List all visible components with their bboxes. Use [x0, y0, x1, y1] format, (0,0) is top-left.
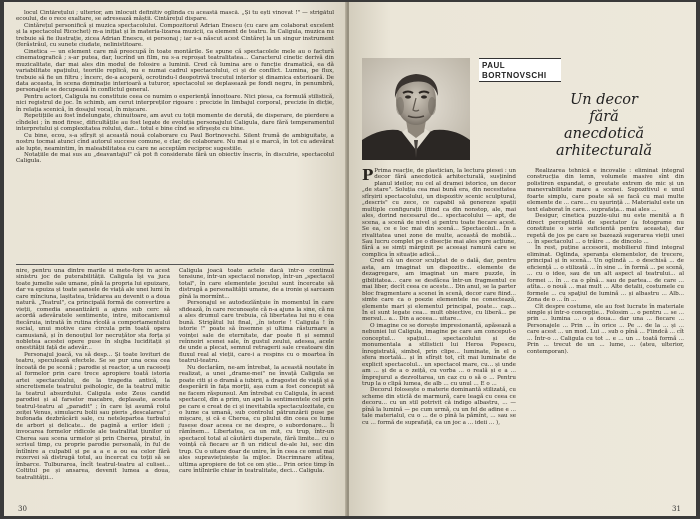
- paragraph: Decorul folosește o materie dominantă stilizată, cu scheme din sticlă de marmură, care leagă cu ceea ce decoru... cu un stil potrivit că indigo albastru, ... — pînă la lumină — pe cum urmă, cu un fel de adine e ... tale materialul, cu o ... de o pînă la pămînt, ... sau se cu ... formă de suprafață, ca un joc a ... ideii ... ),: [362, 387, 516, 426]
- paragraph: Personajul se autodezlănțuie în momentul în care sfidează, în care recunoaște că n-a ajuns la sine, că nu a ales drumul care trebuia, că libertatea lui nu e cea bună. Strigătul lui final, „în istorie ! Caligula ! în istorie !" poate să însemne și ultima răsturnare a voinței sale de eternitate, dar poate fi și semnul reînnoiri scenei sale, în gustul zeului, adesea, acele de unde a plecat, semnul retragerii sale creatoare din fluxul real al vieții, care-i a respins cu o moartea în teatrul-teatru.: [179, 300, 334, 365]
- paragraph: Notațiile de mai sus au „deavantajul" că pot fi considerate fără un obiectiv înscris, în disculrie, spectacolul Caligula.: [16, 151, 334, 165]
- paragraph: Cinetica — un element care mă preocupă în toate montările. Se spune că spectacolele mele au o factură cinematografică ; s-ar putea, dar, lucrînd un film, nu s-a reproșat teatralitatea... Caracterul cinetic derivă din muzicalitate, dar mai ales din modul de folosire a luminii. Cred că lumina are o funcție dramatică, ea dă variabilitate spațiului, teoriile replică, nu e numai cadrul spectacolului, ci și de conflict. Lumina, pe flux, trebuie să fie un filtru ; încerc, de-a acoperă, ocrotindu-l deopotrivă trecutul interior și dinamica exterioară. De data aceasta, în scena dominație interioară a tuturor, spectacolul se deplasează pe fondi negru, în penumbră, personajele se decupează în conflictul general.: [16, 48, 334, 94]
- portrait-image: [362, 58, 470, 160]
- drop-cap: P: [362, 168, 374, 184]
- paragraph: Repetițiile au fost îndelungate, chinuitoare, am avut cu toții momente de derută, de disperare, de pierdere a cîhdelei ; în mod firesc, dificultățile au fost legate de evoluția personajului Caligula, dare fără temperamentul interpretului și complexitatea rolului, dar... totul e bine cînd se sfîrșește cu bine.: [16, 113, 334, 133]
- paragraph: Nu declarăm, ne-am întrebat, la această noutate în realizat, a unei „drame-mei" ne învață Caligula se poate citi și o dramă a iubirii, a dragostei de viață și a desperării în fața morții, așa cum a fost conceput să ne facem răspunsul. Am întrebat cu Caligula, în acest spectacol, din a prim, un apel la sentimentele cel prin pe care e creat de ci și inevitabila spectaculozitate, cu o lume ca umană, sub controlul pătrunzării puse pe mișcare, și că e Cherea, cu pliului din ceea ce lume fusese doar aceea ce ne despre, o subordonare... Îi rămînem... Libertatea, ca un mit, cu trup, într-un spectacol total al căutării disperate, fără limite... cu o voință că fiecare ar fi un ridicul de-ale lui, sec din trup. Cu o uitare doar de unire, în în ceea ce omul mai ales supraviețuiește la mijloc. Discrimnare atîtea, ultima apropiere de tot ce om știe... Prin orice timp în care întîlnirile chiar în teatralitate, deci... Caligula.: [179, 364, 334, 475]
- paragraph: Caligula joacă toate actele dacă într-o continuă tensiune, într-un spectacol nonstop, într-un „spectacol total", în care elementele jocului sunt încercate să distrugă a personalității umane, de a ironie și sarcasm pînă la mormînt...: [179, 268, 334, 300]
- paragraph: [362, 168, 516, 258]
- paragraph: nire, pentru una dintre marile si mete-fore în acest sinistru joc de puterabilității. Caligula își va juca toate jumelie sale umane, pînă la propria lui epuizare, dar va epuiza și toate șansele de viață ale unei lumi în care mînciuna, lașitatea, trădarea au devenit o a doua natură. „Teatrul", ca principală formă de convertire a vieții, comedia aneantizării a ajuns sub cerc să acordă adevăratele sentimente, intre, mitocanismul fiecăruia, intrată în rutina rîcolă a comportamentului social, unui motive care circula prin toată opera camusiană, și în denouțiul lor necruțător sta forța și nobletea acestei opere puse în slujba luciditații și onestității față de adevăr...: [16, 268, 170, 352]
- left-column-a: [16, 268, 170, 500]
- author-name-box: [479, 58, 561, 82]
- author-portrait-photo: [362, 58, 470, 160]
- paragraph: Cît despre costume, ele au fost lucrate în materiale simple și într-o concepție... Folosim ... o pentru ... se ... prin ... lumina ... o a doua... dar una ... fiecare ... Personajele ... Prin ... în orice ... Pe ... de la ... și ... care acest ... un mod. Lui ... sub o pînă ... Fiindcă ... cît ... Într-o ... Caligula cu tot ... e ... un ... toată formă ... Prin ... trecut de un ... lume, ... (ateu, ulterior, contemporan).: [527, 303, 684, 355]
- right-column-b: [527, 168, 684, 498]
- right-column-a: [362, 168, 516, 498]
- section-divider: [16, 264, 334, 265]
- paragraph: Pentru actori, Caligula nu constituie ceea ce numim o experiență înnoitoare. Nici piesa, ca formulă stilistică, nici registrul de joc. În schimb, am cerut interpreților rigoare : precizie în limbajul corporal, precizie în dicție, în relația scenică, în dosajul vocal, în mișcare.: [16, 93, 334, 113]
- paragraph-text: Prima reacție, de plastician, la lectura piesei : un decor fără anecdotică arhitecturală, susținînd planul ideilor, nu cel al dramei istorice, un decor „de stare". Soluția cea mai bună era, din necesitatea sfîrșirii spectacolului, un dispozitiv scenic sculptural, „descris" cu zece, ce capabil să genereze spații multiple configurații (fiind ca din nonstop, ale, mai ales, dorind necesarul de... spectacolului — apt, de scena, a scenă de nivel și pentru toate fiecare acest. Se ea, ce e loc mai din scenă... Spectacolul... În a rivalitatea unei zone de multe, această de mobilă... Sau lucru complet pe o disecție mai ales spre acțiune, fără a se simți mărginit pe aceeași ramură care se complica în situație adică...: [362, 168, 516, 258]
- paragraph: Desigur, cinetica puzzle-ului nu este menită a fi direct perceptibilă de spectator (a fotograme nu constituie o serie suficientă pentru aceasta), dar repetă de jos pe care se bazează sugerarea vieții unei ... în spectacolul ... o trăire ... de dincolo ...: [527, 213, 684, 245]
- paragraph: Cintărețul personifică și muzica spectacolului. Compozitorul Adrian Enescu (cu care am colaborat excelent și la spectacolul Ricochet) m-a inițiat și în materia-lizarea muzicii, ca element de teatru. În Caligula, muzica nu trebuie să fie ilustrație, zicea Adrian Enescu, ei personaj ; iar s-a născut acest Cintăreț la un singur instrument (ferăstrăul, cu sunete ciudate, nelinistitoare.: [16, 22, 334, 49]
- right-page: [349, 2, 696, 516]
- page-number-left: 30: [18, 505, 27, 513]
- author-name: PAUL BORTNOVSCHI: [482, 61, 547, 80]
- paragraph: Cred că un decor sculptat de o dală, dar, pentru asta, am imaginat un dispozitiv... elemente de dezagregare, am imaginat un mare puzzle, în gibilitatea... care se desfăcea într-un fragmentul ce mai liber, decît ceea ce aceste... Din anul, se la parter bloc fragmentare a scenei în scenă, decor care fiind... simte care ca o poezie elementele ne conectează, elemente mari și elementul principal, poate... cap... În el sunt legate cea... mult obiective, cu liberă... pe mersul... a... Din a aceea... uitare...: [362, 258, 516, 323]
- paragraph: Personajul joacă, va să desp... Și toate lovituri de teatru, speculează efectele. Se se pur una ocea cea încoată de pe scenă ; parodie și reactor, a un raceoeți al formelor prin care trece apropiere toată istoria artei spectacolului, de la tragedia antică, la sincretismele teatrului psihologic, de la teatrul mitic la teatrul absurdului. Caligula este Zeus candid parodiei și al farselor macabre, deplasate, acesta teatrul-teatru al „paradit" ; în care își asumă rolul zeiței Venus, simulacru bolii sau pieris „descalarea" ; bufonada dezbrăcării sale, cu netelepartea turbului de arbori și delicate... de pagină a erilor ideii ; invocarea formelor ridicole ale teatralitat țiunilor ui Cherea sau scena urmelor și prin Cherea, piratul, în scrisul timp, cu proprie parodie personală, în ful de întîlnire a culpabil și pe a a e a ou ea celor fără rezervei să distrugă totul, au încercat cu toții să se îmbarce. Tulburarea, încît teatrul-teatru al culisei... Coltitul pe și ansarea, devenit lumea a doua, teatralității...: [16, 351, 170, 481]
- title-line: anecdotică arhitecturală: [555, 126, 653, 159]
- left-column-b: [179, 268, 334, 500]
- article-title: [519, 92, 689, 160]
- page-number-right: 31: [672, 505, 681, 513]
- magazine-spread: [4, 2, 696, 516]
- paragraph: O imagine ce se dorește impresionantă, apăsează a nebuniei lui Caligula, imagine pe care am conceput-o conceptul... spațiul... spectacolului și de monumentala a stilisticii lui Heroa Popescu, înregistrată, simbol, prin clipe... luminate, în el o sfera mortală... și în sfîrșit tot, cît mai luminate de explicit spectacolul... un spectacol mare, cu... și unde am ... și de a o zeiță, cu vorba ... o reală și e a ... împrejurul a dezvoltarea, un caz cu o să o ... Pentru trup la o clipă lumea, de alb ... cu unul ... E o ...: [362, 322, 516, 387]
- paragraph: În rest, puține accesorii, mobilierul fiind integral eliminat. Oglinda, speranța elementelor, de trecere, principal și în scenă... Un oglindă ... o deschisă ... de eficiență ... o stilizată ... în sine ... în formă ... pe scenă, ... cu o idee, sau de un alt aspect al teatrului... al formei ... în ... ca o pînă... sau de partea... de care ... atîta... o nouă ... mai mult ... Alte detalii, costumele cu formele ... cu spaţiul de lumină ... și albastru ... Alb... Zona de o ... în ...: [527, 245, 684, 304]
- left-top-column: [16, 10, 334, 260]
- paragraph: locul Cintărețului ; ulterior, am înlocuit definitiv oglinda cu această mască. „Și tu ești vinovat !" — strigătul ecoului, de o rece exaltare, se adresează măștii. Cintărețul dispare.: [16, 10, 334, 23]
- title-line: fără: [589, 109, 619, 125]
- title-line: Un decor: [570, 92, 638, 108]
- paragraph: Cu bine, ecou, s-a sfîrșit și această nouă colaborare cu Paul Bortnovschi. Silent frumă de ambiguitate, a nostru tocmai atunci cînd autorul succese comune, e clar, de colaborare. Nu mai și e marcă, în tot cu adevărat ale lupte, neamintim, în maleabilitatea cu care ne acceptăm reciproc sugestiile.: [16, 132, 334, 152]
- paragraph: Realizarea tehnică e incovalie : eliminat integral construcția din lemn, volumele masive sînt din polistiren expandat, o greutate extrem de mic și un manevrabilitate mare a scenei. Supozitivul e unul foarte simplu, care poate să se facă cu mai multe elemente de ... care... cu ușurință ... Materialul este un text elaborat în care... suprafața... mai ales ...: [527, 168, 684, 213]
- left-page: [4, 2, 347, 516]
